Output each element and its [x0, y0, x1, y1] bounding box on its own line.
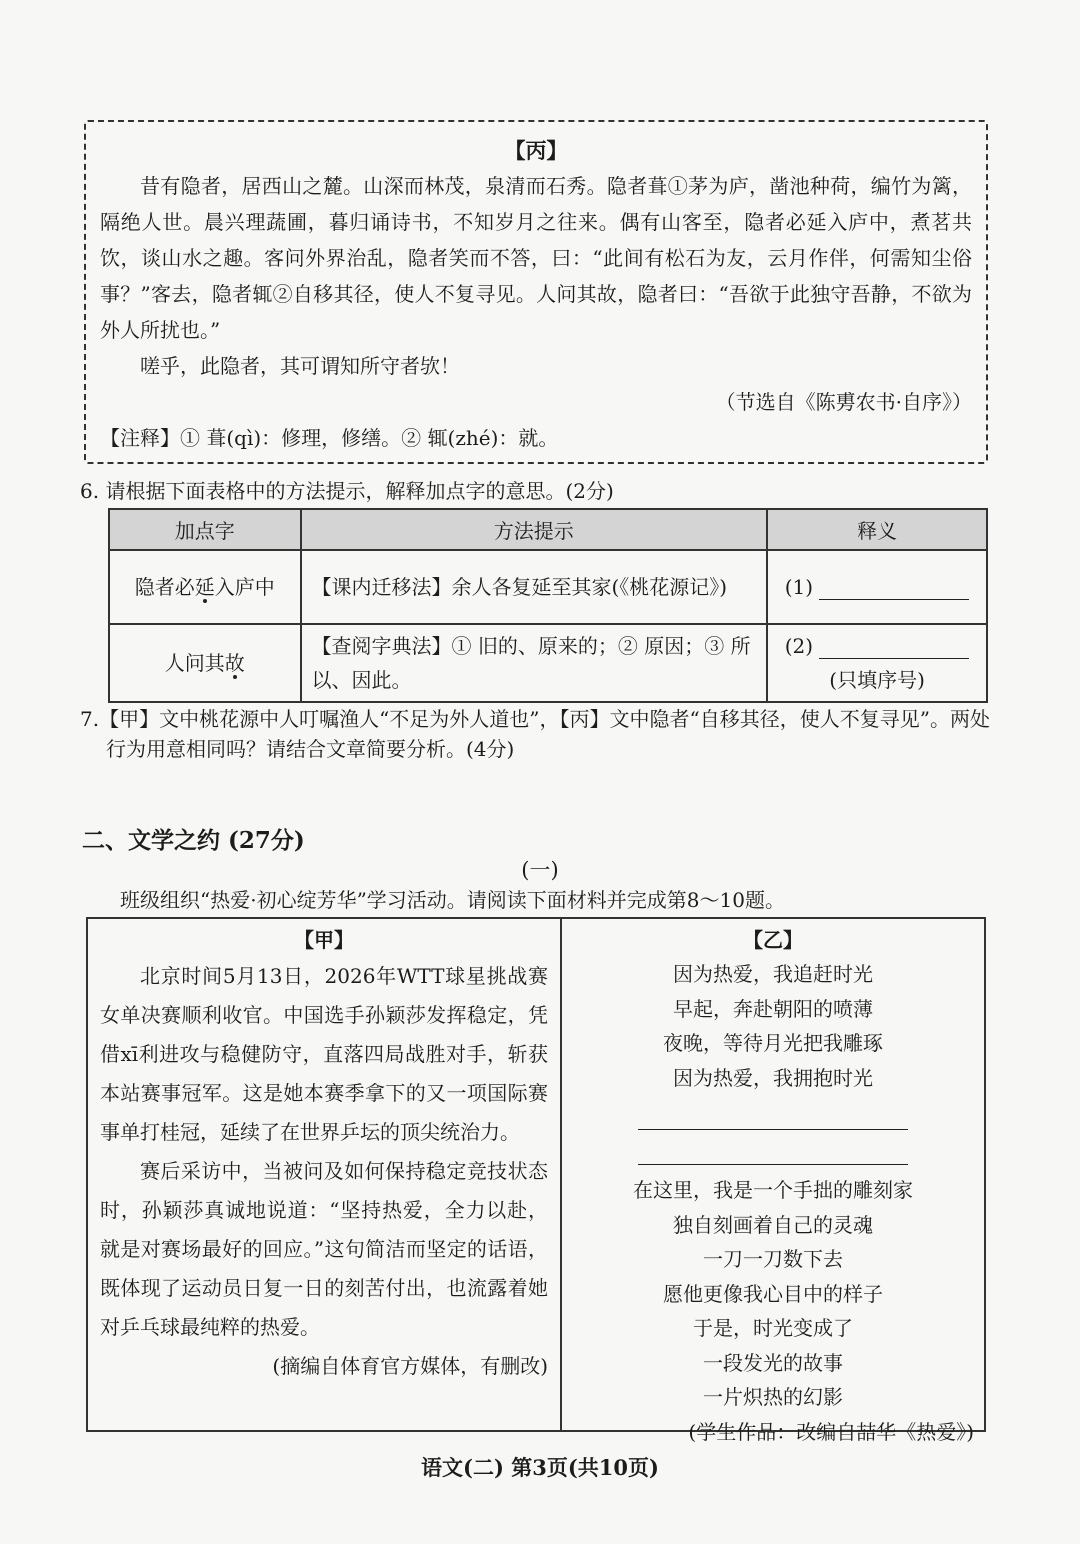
header-hint: 方法提示 — [301, 509, 768, 550]
poem-line: 在这里，我是一个手拙的雕刻家 — [633, 1178, 913, 1202]
section-intro: 班级组织“热爱·初心绽芳华”学习活动。请阅读下面材料并完成第8～10题。 — [120, 888, 785, 912]
row1-answer: (1) — [767, 550, 987, 624]
answer-hint: (只填序号) — [829, 668, 925, 692]
table-row — [109, 550, 987, 624]
material-jia-paragraph-2: 赛后采访中，当被问及如何保持稳定竞技状态时，孙颖莎真诚地说道：“坚持热爱，全力以赴，就是对赛场最好的回应。”这句简洁而坚定的话语，既体现了运动员日复一日的刻苦付出，也流露着她对乒乓球最纯粹的热爱。 — [100, 1159, 548, 1339]
question-7: 7.【甲】文中桃花源中人叮嘱渔人“不足为外人道也”，【丙】文中隐者“自移其径，使人不复寻见”。两处行为用意相同吗？请结合文章简要分析。(4分) — [80, 707, 990, 761]
poem-stanza-1 — [572, 957, 974, 1095]
row2-word: 人问其故 — [109, 624, 301, 702]
poem-line: 一片炽热的幻影 — [703, 1385, 843, 1409]
poem-answer-line-2[interactable] — [638, 1130, 908, 1165]
material-jia-title: 【甲】 — [294, 928, 354, 952]
table-row — [109, 624, 987, 702]
poem-line: 愿他更像我心目中的样子 — [663, 1281, 883, 1306]
row1-hint: 【课内迁移法】余人各复延至其家(《桃花源记》) — [301, 550, 768, 624]
poem-line: 因为热爱，我拥抱时光 — [673, 1065, 873, 1090]
poem-answer-line-1[interactable] — [638, 1095, 908, 1130]
materials-box — [86, 917, 986, 1444]
material-yi-source: (学生作品：改编自喆华《热爱》) — [688, 1419, 974, 1444]
passage-paragraph-2: 嗟乎，此隐者，其可谓知所守者欤！ — [140, 354, 460, 378]
section-title: 二、文学之约 (27分) — [82, 827, 305, 854]
table-header-row — [109, 509, 987, 550]
answer-blank-1[interactable] — [819, 577, 969, 600]
row2-answer: (2) (只填序号) — [767, 624, 987, 702]
header-meaning: 释义 — [767, 509, 987, 550]
poem-line: 独自刻画着自己的灵魂 — [673, 1212, 873, 1237]
material-jia-paragraph-1: 北京时间5月13日，2026年WTT球星挑战赛女单决赛顺利收官。中国选手孙颖莎发挥稳定，凭借xī利进攻与稳健防守，直落四局战胜对手，斩获本站赛事冠军。这是她本赛季拿下的又一项国际赛事单打桂冠，延续了在世界乒坛的顶尖统治力。 — [100, 964, 548, 1144]
header-word: 加点字 — [109, 509, 301, 550]
answer-blank-2[interactable] — [819, 636, 969, 659]
passage-paragraph-1: 昔有隐者，居西山之麓。山深而林茂，泉清而石秀。隐者葺①茅为庐，凿池种荷，编竹为篱，隔绝人世。晨兴理蔬圃，暮归诵诗书，不知岁月之往来。偶有山客至，隐者必延入庐中，煮茗共饮，谈山水之趣。客问外界治乱，隐者笑而不答，曰：“此间有松石为友，云月作伴，何需知尘俗事？”客去，隐者辄②自移其径，使人不复寻见。人问其故，隐者曰：“吾欲于此独守吾静，不欲为外人所扰也。” — [100, 174, 972, 342]
passage-title: 【丙】 — [504, 138, 568, 163]
dotted-char: 故 — [224, 651, 245, 675]
material-yi-title: 【乙】 — [743, 928, 803, 952]
passage-box-bing — [84, 120, 988, 464]
material-yi — [562, 919, 984, 1444]
poem-line: 因为热爱，我追赶时光 — [673, 962, 873, 986]
question-6: 6. 请根据下面表格中的方法提示，解释加点字的意思。(2分) — [80, 479, 614, 503]
dotted-char: 延 — [194, 575, 215, 599]
passage-source: （节选自《陈旉农书·自序》） — [715, 390, 972, 414]
method-table — [108, 508, 988, 703]
passage-note: 【注释】① 葺(qì)：修理，修缮。② 辄(zhé)：就。 — [100, 426, 559, 450]
material-jia — [88, 919, 562, 1430]
poem-stanza-2 — [572, 1173, 974, 1415]
poem-line: 一段发光的故事 — [703, 1350, 843, 1375]
poem-line: 早起，奔赴朝阳的喷薄 — [673, 996, 873, 1021]
page-footer: 语文(二) 第3页(共10页) — [421, 1455, 659, 1480]
poem-line: 于是，时光变成了 — [693, 1316, 853, 1340]
row1-word: 隐者必延入庐中 — [109, 550, 301, 624]
material-jia-source: (摘编自体育官方媒体，有删改) — [272, 1354, 548, 1378]
row2-hint: 【查阅字典法】① 旧的、原来的；② 原因；③ 所以、因此。 — [301, 624, 768, 702]
poem-line: 夜晚，等待月光把我雕琢 — [663, 1031, 883, 1055]
poem-line: 一刀一刀数下去 — [703, 1247, 843, 1271]
subsection-title: (一) — [521, 858, 559, 882]
